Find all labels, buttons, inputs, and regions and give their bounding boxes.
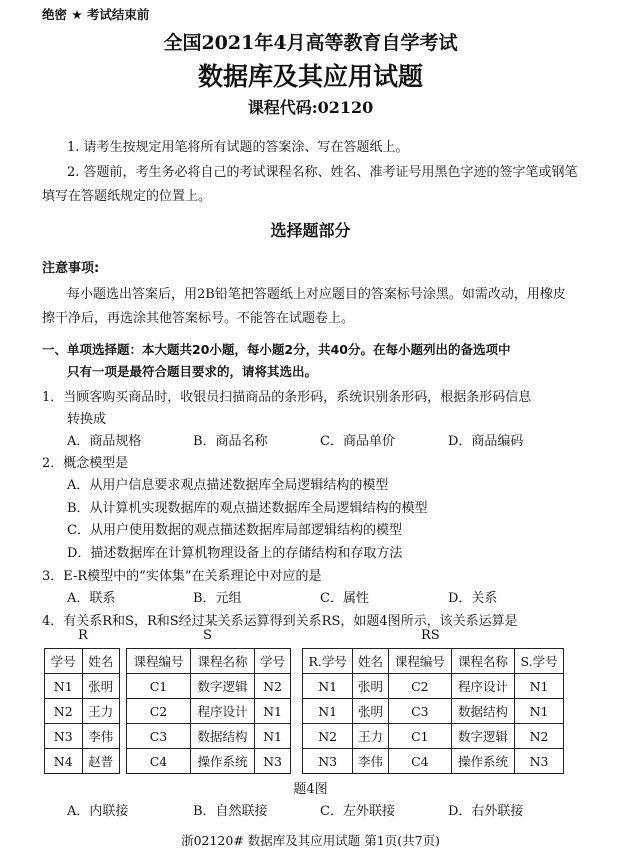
table-row xyxy=(127,724,291,749)
table-cell: N1 xyxy=(255,724,291,749)
table-cell: 数据结构 xyxy=(191,724,255,749)
table-cell: 操作系统 xyxy=(191,749,255,774)
table-row xyxy=(45,674,120,699)
table-cell: N4 xyxy=(45,749,83,774)
table-header-cell: R.学号 xyxy=(303,649,353,674)
q2-stem: 2．概念模型是 xyxy=(42,456,129,471)
table-row xyxy=(303,674,564,699)
table-cell: 李伟 xyxy=(82,724,120,749)
table-cell: N3 xyxy=(303,749,353,774)
q2-option-a: A．从用户信息要求观点描述数据库全局逻辑结构的模型 xyxy=(67,478,389,493)
table-header-cell: 学号 xyxy=(255,649,291,674)
table-header-row xyxy=(45,649,120,674)
table-s xyxy=(126,648,291,774)
q1-stem: 1．当顾客购买商品时，收银员扫描商品的条形码，系统识别条形码，根据条形码信息 xyxy=(42,390,532,405)
table-cell: N1 xyxy=(303,699,353,724)
table-header-cell: 姓名 xyxy=(353,649,388,674)
q4-option-b: B．自然联接 xyxy=(193,804,268,819)
q4-option-c: C．左外联接 xyxy=(320,804,395,819)
table-row xyxy=(127,749,291,774)
table-cell: 李伟 xyxy=(353,749,388,774)
q2-option-b: B．从计算机实现数据库的观点描述数据库全局逻辑结构的模型 xyxy=(67,501,428,516)
table-s-label: S xyxy=(203,628,212,643)
table-rs-label: RS xyxy=(421,628,440,643)
table-cell: N3 xyxy=(45,724,83,749)
table-cell: C4 xyxy=(127,749,191,774)
part-heading-cont: 只有一项是最符合题目要求的，请将其选出。 xyxy=(67,364,318,379)
q1-option-d: D．商品编码 xyxy=(448,434,524,449)
table-row xyxy=(303,724,564,749)
instruction-1: 1. 请考生按规定用笔将所有试题的答案涂、写在答题纸上。 xyxy=(67,140,409,155)
figure-caption: 题4图 xyxy=(293,782,328,797)
instruction-2-cont: 填写在答题纸规定的位置上。 xyxy=(42,189,212,204)
table-cell: C2 xyxy=(127,699,191,724)
table-header-cell: 课程编号 xyxy=(388,649,451,674)
table-cell: N2 xyxy=(303,724,353,749)
q3-option-a: A．联系 xyxy=(67,591,116,606)
table-row xyxy=(45,749,120,774)
table-cell: 程序设计 xyxy=(451,674,514,699)
table-cell: 程序设计 xyxy=(191,699,255,724)
table-cell: 操作系统 xyxy=(451,749,514,774)
table-cell: N3 xyxy=(515,749,564,774)
table-cell: 张明 xyxy=(82,674,120,699)
table-cell: 王力 xyxy=(353,724,388,749)
table-cell: N2 xyxy=(515,724,564,749)
table-cell: N1 xyxy=(303,674,353,699)
q1-option-a: A．商品规格 xyxy=(67,434,142,449)
confidential-mark: 绝密 ★ 考试结束前 xyxy=(42,7,150,22)
table-cell: 数字逻辑 xyxy=(451,724,514,749)
table-header-cell: 课程名称 xyxy=(191,649,255,674)
q3-option-b: B．元组 xyxy=(193,591,242,606)
table-row xyxy=(45,724,120,749)
table-header-cell: 学号 xyxy=(45,649,83,674)
table-header-cell: 课程编号 xyxy=(127,649,191,674)
table-cell: C1 xyxy=(388,724,451,749)
table-rs xyxy=(302,648,564,774)
table-cell: N1 xyxy=(255,699,291,724)
table-row xyxy=(45,699,120,724)
notice-line-1: 每小题选出答案后，用2B铅笔把答题纸上对应题目的答案标号涂黑。如需改动，用橡皮 xyxy=(67,287,566,302)
table-row xyxy=(127,674,291,699)
table-header-row xyxy=(303,649,564,674)
table-cell: N1 xyxy=(45,674,83,699)
q1-option-c: C．商品单价 xyxy=(320,434,395,449)
q2-option-d: D．描述数据库在计算机物理设备上的存储结构和存取方法 xyxy=(67,546,403,561)
table-header-cell: 课程名称 xyxy=(451,649,514,674)
table-cell: C2 xyxy=(388,674,451,699)
q4-option-d: D．右外联接 xyxy=(448,804,524,819)
q3-stem: 3．E-R模型中的“实体集”在关系理论中对应的是 xyxy=(42,569,322,584)
notice-line-2: 擦干净后，再选涂其他答案标号。不能答在试题卷上。 xyxy=(42,311,355,326)
q3-option-d: D．关系 xyxy=(448,591,498,606)
table-r-label: R xyxy=(78,628,88,643)
table-cell: C3 xyxy=(388,699,451,724)
table-row xyxy=(303,699,564,724)
table-cell: N2 xyxy=(255,674,291,699)
course-code: 课程代码:02120 xyxy=(247,98,374,117)
q4-option-a: A．内联接 xyxy=(67,804,129,819)
table-r xyxy=(44,648,120,774)
table-cell: C4 xyxy=(388,749,451,774)
table-cell: C1 xyxy=(127,674,191,699)
exam-title: 全国2021年4月高等教育自学考试 xyxy=(163,32,458,54)
table-cell: 赵普 xyxy=(82,749,120,774)
section-title: 选择题部分 xyxy=(270,221,351,240)
table-cell: 数据结构 xyxy=(451,699,514,724)
table-header-cell: S.学号 xyxy=(515,649,564,674)
subject-title: 数据库及其应用试题 xyxy=(197,62,423,91)
q2-option-c: C．从用户使用数据的观点描述数据库局部逻辑结构的模型 xyxy=(67,523,402,538)
table-header-cell: 姓名 xyxy=(82,649,120,674)
table-cell: N3 xyxy=(255,749,291,774)
q1-option-b: B．商品名称 xyxy=(193,434,268,449)
q1-stem-cont: 转换成 xyxy=(67,412,107,427)
notice-heading: 注意事项: xyxy=(42,261,100,276)
table-cell: N1 xyxy=(515,699,564,724)
table-cell: 张明 xyxy=(353,699,388,724)
table-cell: 张明 xyxy=(353,674,388,699)
table-cell: N1 xyxy=(515,674,564,699)
q3-option-c: C．属性 xyxy=(320,591,369,606)
q4-stem: 4．有关系R和S，R和S经过某关系运算得到关系RS，如题4图所示，该关系运算是 xyxy=(42,614,518,629)
part-heading: 一、单项选择题：本大题共20小题，每小题2分，共40分。在每小题列出的备选项中 xyxy=(42,342,511,357)
table-cell: N2 xyxy=(45,699,83,724)
page-footer: 浙02120# 数据库及其应用试题 第1页(共7页) xyxy=(181,833,440,848)
table-cell: 数字逻辑 xyxy=(191,674,255,699)
instruction-2: 2. 答题前，考生务必将自己的考试课程名称、姓名、准考证号用黑色字迹的签字笔或钢笔 xyxy=(67,165,578,180)
table-cell: 王力 xyxy=(82,699,120,724)
table-header-row xyxy=(127,649,291,674)
table-row xyxy=(303,749,564,774)
table-cell: C3 xyxy=(127,724,191,749)
table-row xyxy=(127,699,291,724)
